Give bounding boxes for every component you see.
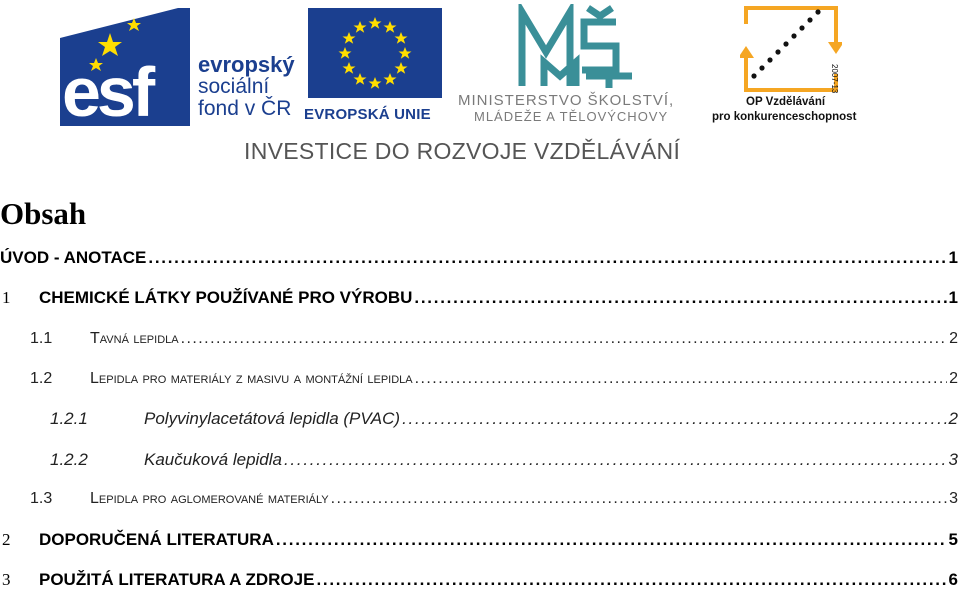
eu-logo xyxy=(304,8,446,124)
toc-entry-page: 5 xyxy=(948,530,958,549)
toc-entry-number: 1.2 xyxy=(30,370,53,387)
toc-entry[interactable] xyxy=(0,530,960,554)
toc-entry-page: 3 xyxy=(949,490,958,507)
toc-entry-page: 2 xyxy=(949,330,958,347)
toc-entry[interactable] xyxy=(0,288,960,312)
toc-entry-title: Lepidla pro aglomerované materiály xyxy=(90,490,329,507)
toc-entry-title: Polyvinylacetátová lepidla (PVAC) xyxy=(144,409,401,428)
toc-entry-number: 1.1 xyxy=(30,330,53,347)
toc-dot-leader xyxy=(331,490,947,508)
esf-line3: fond v ČR xyxy=(198,97,292,120)
toc-entry-page: 6 xyxy=(948,570,958,589)
toc-entry-number: 1.3 xyxy=(30,490,53,507)
svg-text:esf: esf xyxy=(62,53,152,126)
toc-entry[interactable] xyxy=(0,370,960,394)
toc-entry-number: 1.2.2 xyxy=(50,450,88,469)
msmt-line2: MLÁDEŽE A TĚLOVÝCHOVY xyxy=(474,109,669,124)
toc-entry-page: 2 xyxy=(949,370,958,387)
toc-entry-title: DOPORUČENÁ LITERATURA xyxy=(39,530,274,549)
toc-entry-title: POUŽITÁ LITERATURA A ZDROJE xyxy=(39,570,315,589)
toc-entry[interactable] xyxy=(0,409,960,433)
toc-entry[interactable] xyxy=(0,570,960,594)
esf-line2: sociální xyxy=(198,75,270,98)
toc-entry-title: CHEMICKÉ LÁTKY POUŽÍVANÉ PRO VÝROBU xyxy=(39,288,413,307)
toc-entry-title: Kaučuková lepidla xyxy=(144,450,282,469)
op-side-text: 2007-13 xyxy=(830,64,839,94)
eu-flag-icon xyxy=(308,8,442,98)
toc-dot-leader xyxy=(148,248,946,268)
toc-entry-page: 1 xyxy=(948,248,958,267)
toc-entry-number: 3 xyxy=(2,570,11,589)
toc-dot-leader xyxy=(414,288,946,308)
toc-entry[interactable] xyxy=(0,490,960,514)
toc-entry-page: 3 xyxy=(948,450,958,469)
toc-entry[interactable] xyxy=(0,248,960,272)
toc-entry-title: Lepidla pro materiály z masivu a montážní lepidla xyxy=(90,370,413,387)
toc-entry-title: ÚVOD - ANOTACE xyxy=(0,248,147,267)
msmt-mark-icon xyxy=(516,4,636,88)
toc-heading: Obsah xyxy=(0,196,87,231)
eu-label: EVROPSKÁ UNIE xyxy=(304,106,431,123)
toc-entry[interactable] xyxy=(0,330,960,354)
toc-entry-page: 2 xyxy=(948,409,958,428)
toc-entry-number: 1 xyxy=(2,288,11,307)
toc-entry-title: Tavná lepidla xyxy=(90,330,179,347)
op-line1: OP Vzdělávání xyxy=(746,96,826,108)
tagline: INVESTICE DO ROZVOJE VZDĚLÁVÁNÍ xyxy=(244,138,681,164)
msmt-line1: MINISTERSTVO ŠKOLSTVÍ, xyxy=(458,92,675,109)
toc-entry-page: 1 xyxy=(948,288,958,307)
toc-dot-leader xyxy=(316,570,946,590)
toc-entry-number: 1.2.1 xyxy=(50,409,88,428)
esf-text xyxy=(198,54,295,120)
esf-line1: evropský xyxy=(198,52,295,77)
toc-dot-leader xyxy=(181,330,947,348)
toc-entry-number: 2 xyxy=(2,530,11,549)
toc-entry[interactable] xyxy=(0,450,960,474)
op-vk-logo xyxy=(706,4,876,124)
op-line2: pro konkurenceschopnost xyxy=(712,111,857,123)
toc-dot-leader xyxy=(415,370,947,388)
esf-mark-icon xyxy=(60,8,190,126)
esf-logo xyxy=(60,8,300,126)
toc-dot-leader xyxy=(276,530,947,550)
op-vk-mark-icon xyxy=(740,4,842,94)
header-logos xyxy=(0,0,960,170)
msmt-logo xyxy=(456,4,702,124)
toc-dot-leader xyxy=(284,450,947,470)
toc-dot-leader xyxy=(402,409,946,429)
